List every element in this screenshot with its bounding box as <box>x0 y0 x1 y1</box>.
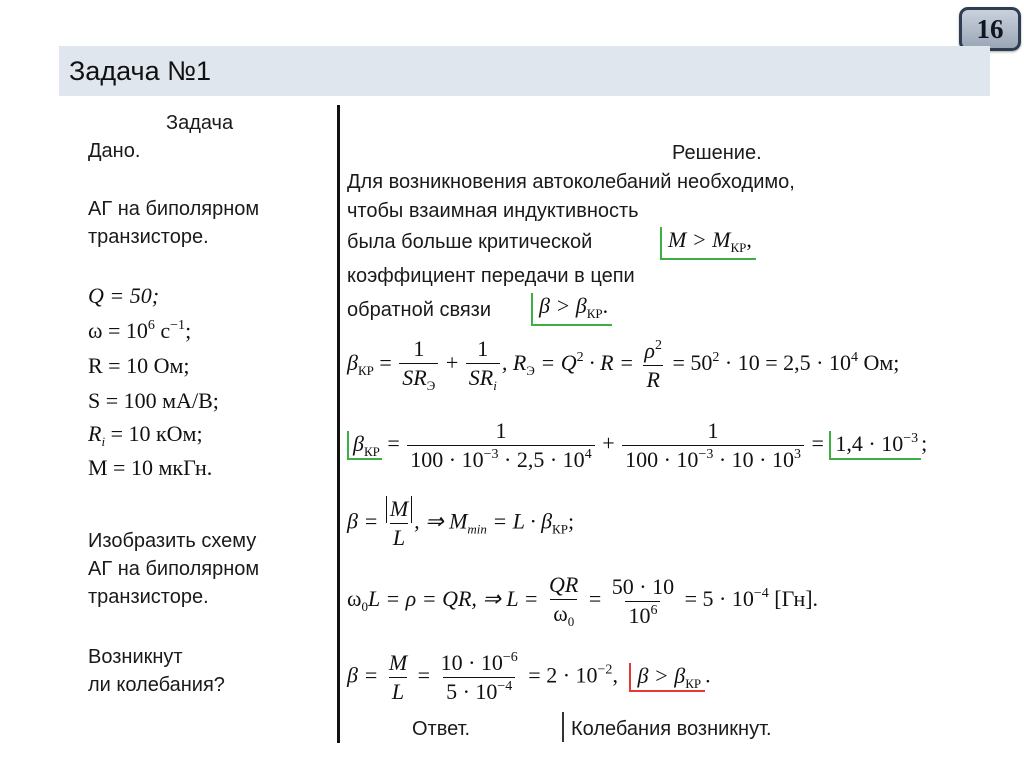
task2-line1: Возникнут <box>88 646 183 668</box>
param-q: Q = 50; <box>88 283 160 308</box>
given-label: Дано. <box>88 140 141 162</box>
condition-m-box: $M > M_{КР}$, <box>660 227 756 260</box>
given-ag-line2: транзисторе. <box>88 226 209 248</box>
solution-heading: Решение. <box>672 142 762 164</box>
param-r: R = 10 Ом; <box>88 353 190 378</box>
param-s: S = 100 мА/В; <box>88 388 219 413</box>
slide-title: Задача №1 <box>69 56 212 86</box>
param-m: M = 10 мкГн. <box>88 455 213 480</box>
task1-line3: транзисторе. <box>88 586 209 608</box>
solution-line3: была больше критической <box>347 231 593 253</box>
param-omega: $\omega = 10^6$ $с^{-1}$; <box>88 318 192 343</box>
solution-line1: Для возникновения автоколебаний необходимо, <box>347 171 795 193</box>
equation-inductance: $\omega_0L = \rho$ = QR, ⇒ L = $\frac{QR}{\omega_0}$ = $\frac{50 \cdot 10}{10^6}$ = $5 \cdot 10^{-4}$ [Гн]. <box>347 572 819 629</box>
answer-text: Колебания возникнут. <box>571 718 772 740</box>
slide-number-badge: 16 <box>959 7 1021 51</box>
task1-line1: Изобразить схему <box>88 530 257 552</box>
solution-line4: коэффициент передачи в цепи <box>347 265 635 287</box>
task-heading: Задача <box>166 112 234 134</box>
condition-beta-box: $\beta > \beta_{КР}$. <box>531 293 612 326</box>
task1-line2: АГ на биполярном <box>88 558 260 580</box>
answer-divider <box>562 712 564 742</box>
param-ri: $R_i = 10$ кОм; <box>88 421 203 449</box>
equation-m-min: β = $\frac{M}{L}$ , ⇒ $M_{min} = L \cdot \beta_{КР}$; <box>347 496 575 550</box>
solution-line2: чтобы взаимная индуктивность <box>347 200 639 222</box>
equation-beta-kr-formula: $\beta_{КР}$ = $\frac{1}{SR_Э}$ + $\frac{1}{SR_i}$ , $R_Э = Q^2 \cdot R$ = $\frac{\rho^2}{R}$ = $50^2 \cdot 10 = 2,5 \cdot 10^4$ Ом; <box>347 336 900 393</box>
given-ag-line1: АГ на биполярном <box>88 198 260 220</box>
equation-beta-value: β = $\frac{M}{L}$ = $\frac{10 \cdot 10^{-6}}{5 \cdot 10^{-4}}$ = $2 \cdot 10^{-2}$, $\beta > \beta_{КР}$ . <box>347 650 711 704</box>
solution-line5: обратной связи <box>347 299 492 321</box>
column-divider <box>337 105 340 743</box>
equation-beta-kr-value: $\beta_{КР}$ = $\frac{1}{100 \cdot 10^{-3} \cdot 2,5 \cdot 10^4}$ + $\frac{1}{100 \cdot 10^{-3} \cdot 10 \cdot 10^3}$ = $1,4 \cdot 10^{-3}$ ; <box>347 418 927 473</box>
answer-label: Ответ. <box>412 718 471 740</box>
task2-line2: ли колебания? <box>88 674 225 696</box>
